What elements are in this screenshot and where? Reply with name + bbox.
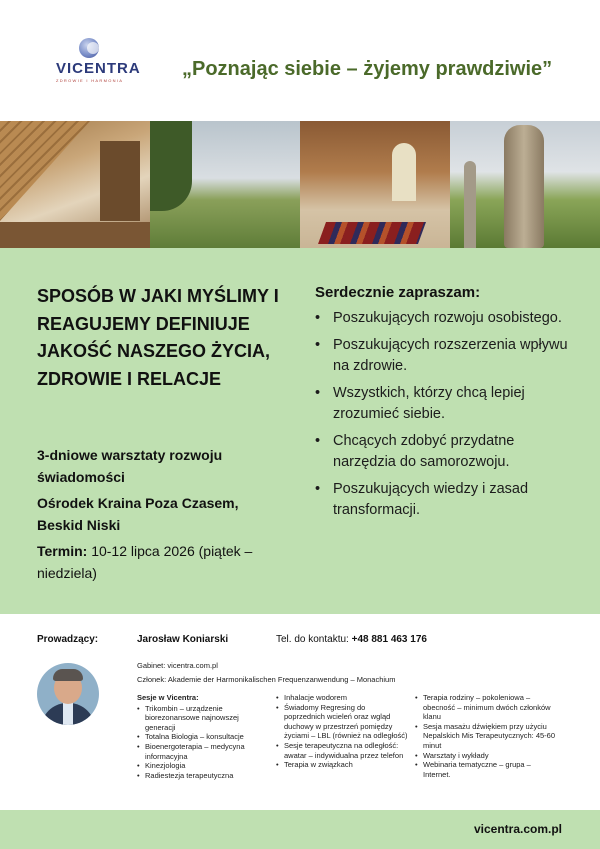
bullet-icon: • <box>137 770 140 780</box>
bullet-icon: • <box>276 760 279 770</box>
list-item: • Totalna Biologia – konsultacje <box>137 732 244 742</box>
bullet-icon: • <box>415 750 418 760</box>
website-link[interactable]: vicentra.com.pl <box>473 822 562 836</box>
photo-wooden-statue <box>450 121 600 248</box>
office-link[interactable]: Gabinet: vicentra.com.pl <box>137 661 218 670</box>
bullet-icon: • <box>415 760 418 770</box>
bullet-icon: • <box>315 385 321 401</box>
tel-number[interactable]: +48 881 463 176 <box>351 634 427 645</box>
host-name: Jarosław Koniarski <box>137 634 229 645</box>
workshop-place: Ośrodek Kraina Poza Czasem, Beskid Niski <box>37 495 239 533</box>
membership: Członek: Akademie der Harmonikalischen Frequenzanwendung – Monachium <box>137 675 396 684</box>
list-item: • Poszukujących wiedzy i zasad transformacji. <box>315 481 529 518</box>
photo-hall-rug <box>300 121 450 248</box>
footer <box>0 810 600 849</box>
sessions-col-1 <box>137 693 267 780</box>
list-item: • Sesja masażu dźwiękiem przy użyciu Nepalskich Mis Terapeutycznych: 45-60 minut <box>415 721 556 750</box>
workshop-term <box>37 540 287 584</box>
bullet-icon: • <box>137 703 140 713</box>
bullet-icon: • <box>137 761 140 771</box>
headline: SPOSÓB W JAKI MYŚLIMY I REAGUJEMY DEFINIUJE JAKOŚĆ NASZEGO ŻYCIA, ZDROWIE I RELACJE <box>37 286 279 389</box>
avatar <box>37 663 99 725</box>
tel-label: Tel. do kontaktu: <box>276 634 349 645</box>
list-item: • Trikombin – urządzenie biorezonansowe najnowszej generacji <box>137 703 239 732</box>
logo-name: VICENTRA <box>56 60 141 77</box>
list-item: • Terapia rodziny – pokoleniowa – obecność – minimum dwóch członków klanu <box>415 693 551 722</box>
term-label: Termin: <box>37 543 88 559</box>
list-item: • Sesje terapeutyczna na odległość: awatar – indywidualna przez telefon <box>276 740 404 760</box>
invite-list <box>315 308 575 527</box>
sessions-col-3 <box>415 693 555 779</box>
bullet-icon: • <box>276 702 279 712</box>
host-label: Prowadzący: <box>37 634 99 645</box>
logo-mark-icon <box>76 36 104 58</box>
list-item: • Warsztaty i wykłady <box>415 750 489 760</box>
bullet-icon: • <box>276 693 279 702</box>
header <box>0 0 600 121</box>
sessions-col-2 <box>276 693 408 770</box>
bullet-icon: • <box>137 732 140 742</box>
list-item: • Bioenergoterapia – medycyna informacyjna <box>137 741 245 761</box>
sessions-title: Sesje w Vicentra: <box>137 693 199 702</box>
bullet-icon: • <box>415 721 418 731</box>
list-item: • Terapia w związkach <box>276 760 353 770</box>
bullet-icon: • <box>137 741 140 751</box>
logo-tagline: ZDROWIE I HARMONIA <box>56 78 124 83</box>
list-item: • Radiestezja terapeutyczna <box>137 770 234 780</box>
photo-interior-attic <box>0 121 150 248</box>
bullet-icon: • <box>315 433 321 449</box>
list-item: • Wszystkich, którzy chcą lepiej zrozumieć siebie. <box>315 385 525 422</box>
term-value: 10-12 lipca 2026 (piątek – niedziela) <box>37 543 253 581</box>
list-item: • Kinezjologia <box>137 761 186 771</box>
list-item: • Świadomy Regresing do poprzednich wcieleń oraz wgląd duchowy w przestrzeń pomiędzy życiami – LBL (również na odległość) <box>276 702 408 741</box>
bullet-icon: • <box>315 337 321 353</box>
photo-meadow <box>150 121 300 248</box>
workshop-title: 3-dniowe warsztaty rozwoju świadomości <box>37 447 223 485</box>
bullet-icon: • <box>415 693 418 702</box>
slogan: „Poznając siebie – żyjemy prawdziwie” <box>182 58 553 80</box>
bullet-icon: • <box>315 310 321 326</box>
list-item: • Poszukujących rozszerzenia wpływu na zdrowie. <box>315 337 568 374</box>
invite-title: Serdecznie zapraszam: <box>315 284 481 301</box>
vicentra-logo[interactable] <box>56 36 141 83</box>
photo-strip <box>0 121 600 248</box>
list-item: • Poszukujących rozwoju osobistego. <box>315 308 575 329</box>
bullet-icon: • <box>276 740 279 750</box>
list-item: • Chcących zdobyć przydatne narzędzia do samorozwoju. <box>315 433 515 470</box>
bullet-icon: • <box>315 481 321 497</box>
list-item: • Webinaria tematyczne – grupa – Internet. <box>415 760 531 779</box>
contact-phone[interactable] <box>276 634 427 645</box>
list-item: • Inhalacje wodorem <box>276 693 347 702</box>
